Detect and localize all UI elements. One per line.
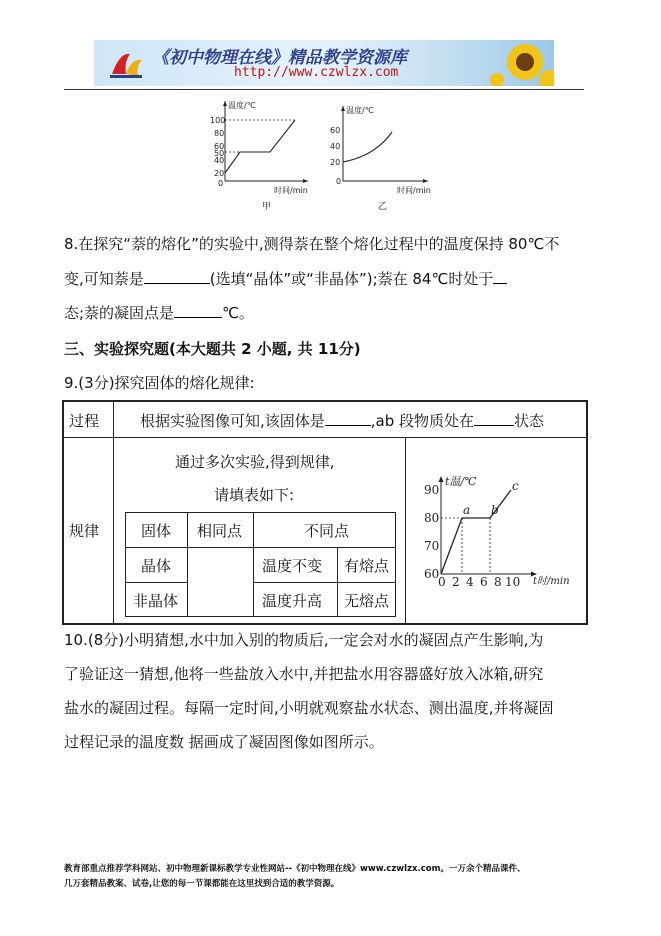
solid-type: 晶体 xyxy=(141,557,172,575)
jia-ytick: 60 xyxy=(214,142,225,151)
jia-ytick: 100 xyxy=(210,116,226,125)
chart-xtick: 4 xyxy=(466,575,474,589)
section-heading: 三、实验探究题(本大题共 2 小题, 共 11分) xyxy=(64,340,361,358)
answer-blank[interactable] xyxy=(474,411,514,426)
chart-xtick: 10 xyxy=(505,575,521,589)
jia-curve xyxy=(225,120,295,173)
site-logo-icon xyxy=(106,44,146,82)
table-divider xyxy=(253,512,254,617)
chart-ytick: 70 xyxy=(424,539,440,553)
answer-blank[interactable] xyxy=(325,411,371,426)
point-label: a xyxy=(463,503,471,517)
header-rule xyxy=(64,89,584,90)
header-banner xyxy=(94,40,554,86)
diff-cell: 无熔点 xyxy=(344,592,390,610)
graphs-jia-yi xyxy=(200,96,460,216)
diff-cell: 温度不变 xyxy=(262,557,323,575)
yi-xlabel: 时间/min xyxy=(397,186,431,195)
rule-line2: 请填表如下: xyxy=(214,486,295,504)
diff-cell: 温度升高 xyxy=(262,592,323,610)
point-label: b xyxy=(491,503,499,517)
q10-line: 了验证这一猜想,他将一些盐放入水中,并把盐水用容器盛好放入冰箱,研究 xyxy=(64,665,544,683)
row-label-rule: 规律 xyxy=(69,522,100,540)
jia-ytick: 40 xyxy=(214,156,225,165)
yi-ylabel: 温度/℃ xyxy=(346,106,374,115)
chart-ytick: 60 xyxy=(424,567,440,581)
answer-blank[interactable] xyxy=(174,303,222,318)
jia-ytick: 0 xyxy=(218,179,224,188)
jia-ytick: 50 xyxy=(214,149,225,158)
table-divider xyxy=(125,582,187,583)
table-divider xyxy=(405,437,406,625)
yi-ytick: 60 xyxy=(330,126,341,135)
table-divider xyxy=(62,437,588,438)
diff-cell: 有熔点 xyxy=(344,557,390,575)
yi-ytick: 40 xyxy=(330,142,341,151)
q10-line: 10.(8分)小明猜想,水中加入别的物质后,一定会对水的凝固点产生影响,为 xyxy=(64,631,544,649)
rule-line1: 通过多次实验,得到规律, xyxy=(175,453,335,471)
answer-blank[interactable] xyxy=(144,269,210,284)
sunflower-icon xyxy=(489,40,554,86)
table-divider xyxy=(187,512,188,617)
inner-header: 不同点 xyxy=(304,522,350,540)
table-divider xyxy=(253,582,396,583)
yi-name: 乙 xyxy=(378,202,388,212)
row-label-process: 过程 xyxy=(69,412,100,430)
table-divider xyxy=(125,547,396,548)
inner-header: 固体 xyxy=(141,522,172,540)
footer-line: 教育部重点推荐学科网站、初中物理新课标教学专业性网站--《初中物理在线》www.czwlzx.com。一万余个精品课件、 xyxy=(64,864,526,874)
jia-ylabel: 温度/℃ xyxy=(228,101,256,110)
chart-xtick: 0 xyxy=(438,575,446,589)
jia-ytick: 80 xyxy=(214,129,225,138)
q10-line: 盐水的凝固过程。每隔一定时间,小明就观察盐水状态、测出温度,并将凝固 xyxy=(64,699,554,717)
jia-ytick: 20 xyxy=(214,169,225,178)
jia-xlabel: 时间/min xyxy=(274,186,308,195)
chart-ytick: 80 xyxy=(424,511,440,525)
answer-blank[interactable] xyxy=(493,269,507,284)
table-divider xyxy=(113,400,114,625)
chart-xtick: 2 xyxy=(452,575,460,589)
point-label: c xyxy=(512,479,519,493)
banner-url[interactable]: http://www.czwlzx.com xyxy=(234,65,399,80)
banner-title: 《初中物理在线》精品教学资源库 xyxy=(152,48,407,68)
yi-ytick: 20 xyxy=(330,158,341,167)
chart-ylabel: t温/℃ xyxy=(445,475,477,488)
chart-xlabel: t时/min xyxy=(533,576,570,587)
yi-curve xyxy=(343,132,392,162)
melting-curve xyxy=(441,490,511,574)
q8-line1: 8.在探究“萘的熔化”的实验中,测得萘在整个熔化过程中的温度保持 80℃不 xyxy=(64,235,560,253)
inner-header: 相同点 xyxy=(197,522,243,540)
chart-xtick: 8 xyxy=(494,575,502,589)
q10-line: 过程记录的温度数 据画成了凝固图像如图所示。 xyxy=(64,733,384,751)
chart-ytick: 90 xyxy=(424,483,440,497)
chart-xtick: 6 xyxy=(480,575,488,589)
q9-intro: 9.(3分)探究固体的熔化规律: xyxy=(64,374,255,392)
yi-ytick: 0 xyxy=(336,177,342,186)
q8-line2: 变,可知萘是 (选填“晶体”或“非晶体”);萘在 84℃时处于 xyxy=(64,269,507,289)
q9-melting-chart xyxy=(415,470,583,595)
process-text: 根据实验图像可知,该固体是 ,ab 段物质处在 状态 xyxy=(140,412,545,430)
q8-line3: 态;萘的凝固点是 ℃。 xyxy=(64,304,254,322)
solid-type: 非晶体 xyxy=(133,592,179,610)
jia-name: 甲 xyxy=(262,202,272,212)
footer-line: 几万套精品教案、试卷,让您的每一节课都能在这里找到合适的教学资源。 xyxy=(64,879,340,889)
